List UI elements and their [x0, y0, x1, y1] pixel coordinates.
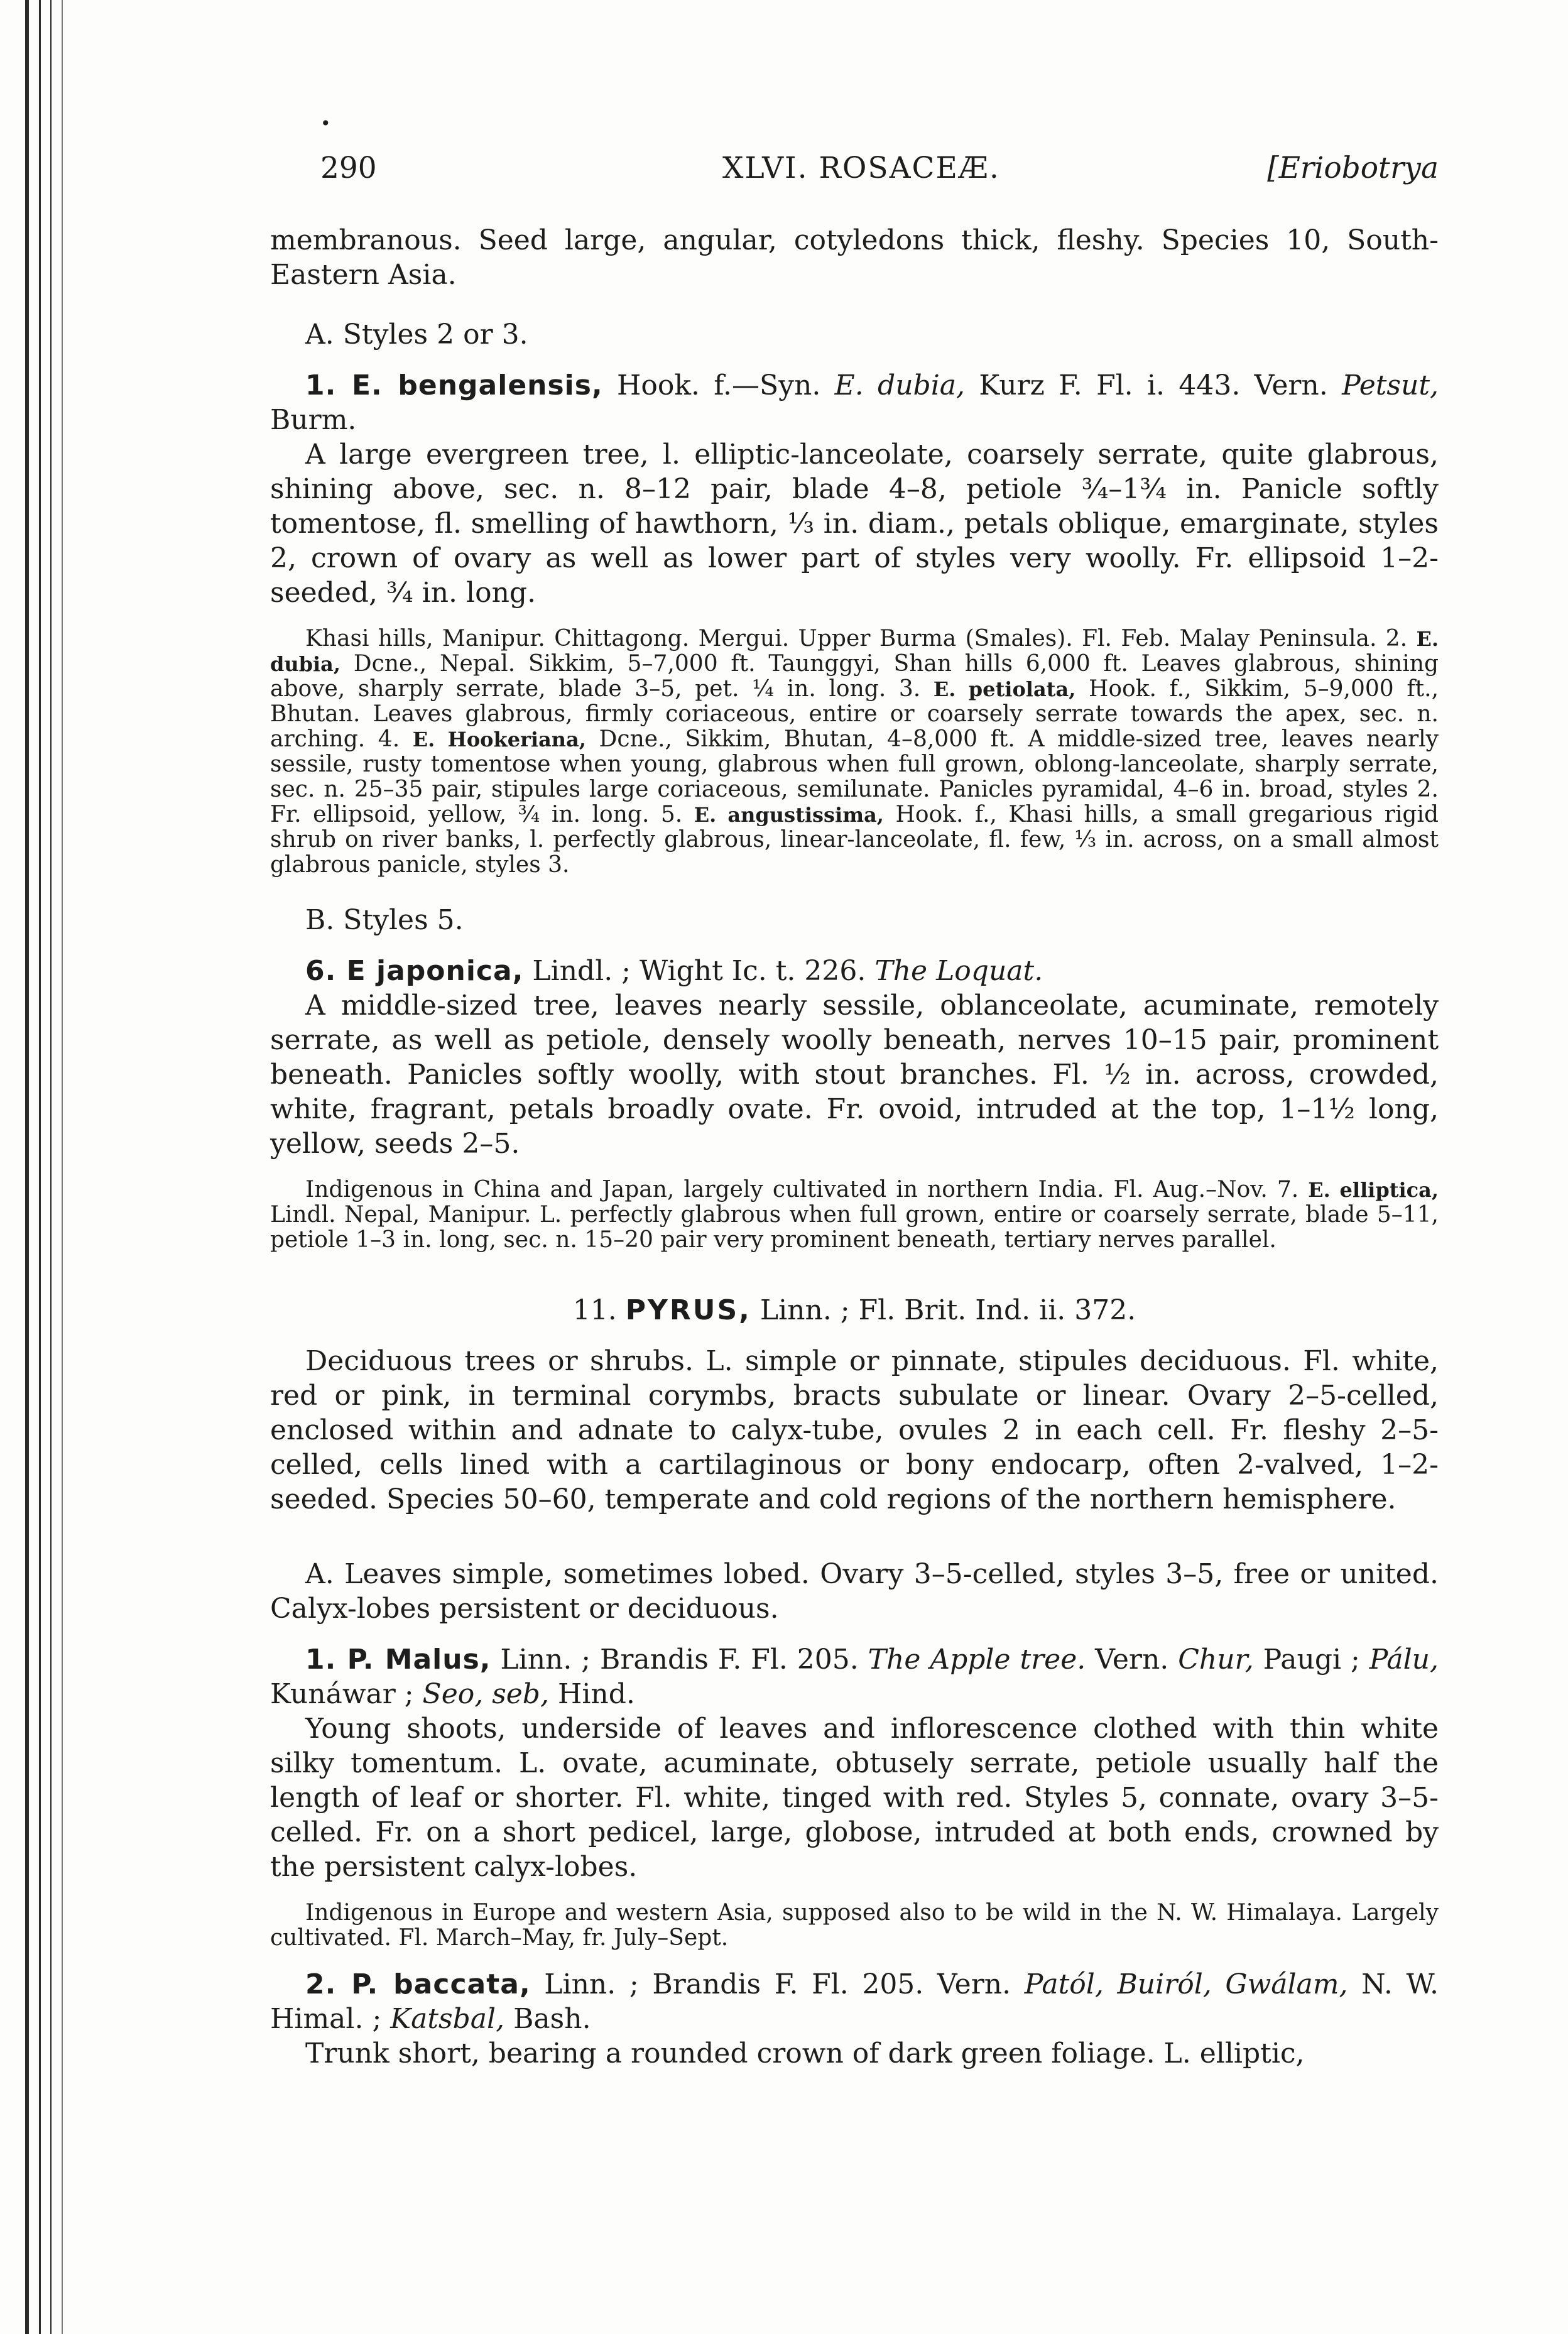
species-description: A large evergreen tree, l. elliptic-lanceolate, coarsely serrate, quite glabrous, shining above, sec. n. 8–12 pair, blade 4–8, petiole ¾–1¾ in. Panicle softly tomentose, fl. smelling of hawthorn, ⅓ in. diam., petals oblique, emarginate, styles 2, crown of ovary as well as lower part of styles very woolly. Fr. ellipsoid 1–2-seeded, ¾ in. long.: [270, 439, 1439, 609]
note-text: Lindl. Nepal, Manipur. L. perfectly glabrous when full grown, entire or coarsely serrate, blade 5–11, petiole 1–3 in. long, sec. n. 15–20 pair very prominent beneath, tertiary nerves parallel.: [270, 1202, 1439, 1253]
genus-description: Deciduous trees or shrubs. L. simple or pinnate, stipules deciduous. Fl. white, red or pink, in terminal corymbs, bracts subulate or linear. Ovary 2–5-celled, enclosed within and adnate to calyx-tube, ovules 2 in each cell. Fr. fleshy 2–5-celled, cells lined with a cartilaginous or bony endocarp, often 2-valved, 1–2-seeded. Species 50–60, temperate and cold regions of the northern hemisphere.: [270, 1345, 1439, 1515]
authority: Hook. f.—Syn.: [602, 369, 835, 401]
genus-heading-pyrus: [270, 1293, 1439, 1328]
ink-mark: •: [320, 113, 331, 134]
species-heading-baccata: [270, 1967, 1439, 2036]
page-number: 290: [320, 151, 377, 185]
common-name: The Loquat.: [874, 955, 1043, 987]
genus-reference: Linn. ; Fl. Brit. Ind. ii. 372.: [751, 1294, 1136, 1326]
scan-edge-line: [50, 0, 52, 2334]
species-name: 2. P. baccata,: [305, 1968, 531, 2000]
family-heading: XLVI. ROSACEÆ.: [722, 151, 1000, 185]
vernacular-label: Vern.: [1086, 1644, 1179, 1676]
vernacular-name: Chur,: [1178, 1644, 1254, 1676]
note-text: Indigenous in China and Japan, largely cultivated in northern India. Fl. Aug.–Nov. 7.: [305, 1177, 1309, 1202]
species-note: [270, 626, 1439, 878]
genus-name: PYRUS,: [625, 1294, 751, 1326]
species-description: A middle-sized tree, leaves nearly sessile, oblanceolate, acuminate, remotely serrate, as well as petiole, densely woolly beneath, nerves 10–15 pair, prominent beneath. Panicles softly woolly, with stout branches. Fl. ½ in. across, crowded, white, fragrant, petals broadly ovate. Fr. ovoid, intruded at the top, 1–1½ long, yellow, seeds 2–5.: [270, 990, 1439, 1160]
authority: Lindl. ; Wight Ic. t. 226.: [523, 955, 875, 987]
species-heading-malus: [270, 1642, 1439, 1711]
species-name: 1. E. bengalensis,: [305, 369, 603, 401]
scan-edge-line: [62, 0, 63, 2334]
species-name: 6. E japonica,: [305, 955, 524, 987]
species-heading-bengalensis: [270, 368, 1439, 437]
running-header: [270, 94, 1439, 185]
note-text: Hook. f., Khasi hills, a small gregarious rigid shrub on river banks, l. perfectly glabrous, linear-lanceolate, fl. few, ⅓ in. across, on a small almost glabrous panicle, styles 3.: [270, 802, 1439, 878]
scan-edge-line: [25, 0, 29, 2334]
language: Burm.: [270, 404, 357, 436]
language: Hind.: [548, 1678, 635, 1710]
authority: Linn. ; Brandis F. Fl. 205. Vern.: [530, 1968, 1025, 2000]
species-name: E. angustissima,: [694, 803, 884, 827]
note-text: Dcne., Sikkim, Bhutan, 4–8,000 ft. A middle-sized tree, leaves nearly sessile, rusty tomentose when young, glabrous when full grown, oblong-lanceolate, sharply serrate, sec. n. 25–35 pair, stipules large coriaceous, semilunate. Panicles pyramidal, 4–6 in. broad, styles 2. Fr. ellipsoid, yellow, ¾ in. long. 5.: [270, 726, 1439, 827]
region: Bash.: [504, 2003, 591, 2035]
species-description: Young shoots, underside of leaves and inflorescence clothed with thin white silky tomentum. L. ovate, acuminate, obtusely serrate, petiole usually half the length of leaf or shorter. Fl. white, tinged with red. Styles 5, connate, ovary 3–5-celled. Fr. on a short pedicel, large, globose, intruded at both ends, crowned by the persistent calyx-lobes.: [270, 1713, 1439, 1883]
species-name: E. dubia,: [270, 627, 1439, 676]
synonym: E. dubia,: [834, 369, 966, 401]
species-name: 1. P. Malus,: [305, 1644, 491, 1676]
common-name: The Apple tree.: [868, 1644, 1086, 1676]
species-heading-japonica: [270, 954, 1439, 988]
authority: Linn. ; Brandis F. Fl. 205.: [491, 1644, 868, 1676]
book-page: [270, 94, 1439, 2306]
section-heading-b: B. Styles 5.: [305, 904, 464, 936]
language: Paugi ;: [1253, 1644, 1369, 1676]
page-body: [270, 223, 1439, 2071]
reference: Kurz F. Fl. i. 443. Vern.: [965, 369, 1342, 401]
region: N. W. Himal. ;: [270, 1968, 1439, 2035]
section-heading-pyrus-a: A. Leaves simple, sometimes lobed. Ovary 3–5-celled, styles 3–5, free or united. Calyx-lobes persistent or deciduous.: [270, 1558, 1439, 1625]
species-note: Indigenous in Europe and western Asia, supposed also to be wild in the N. W. Himalaya. Largely cultivated. Fl. March–May, fr. July–Sept.: [270, 1900, 1439, 1951]
language: Kunáwar ;: [270, 1678, 423, 1710]
scan-edge-line: [39, 0, 41, 2334]
vernacular-name: Petsut,: [1342, 369, 1439, 401]
species-name: E. petiolata,: [933, 677, 1076, 701]
species-name: E. Hookeriana,: [412, 728, 586, 751]
vernacular-name: Katsbal,: [390, 2003, 505, 2035]
species-description: Trunk short, bearing a rounded crown of dark green foliage. L. elliptic,: [305, 2037, 1305, 2070]
running-genus: [Eriobotrya: [1267, 151, 1439, 185]
vernacular-name: Seo, seb,: [422, 1678, 549, 1710]
species-note: [270, 1177, 1439, 1253]
genus-number: 11.: [572, 1294, 626, 1326]
note-text: Khasi hills, Manipur. Chittagong. Mergui. Upper Burma (Smales). Fl. Feb. Malay Peninsula. 2.: [305, 626, 1417, 652]
species-name: E. elliptica,: [1308, 1178, 1439, 1202]
vernacular-name: Pálu,: [1369, 1644, 1439, 1676]
section-heading-a: A. Styles 2 or 3.: [305, 319, 528, 351]
vernacular-name: Patól, Buiról, Gwálam,: [1024, 1968, 1348, 2000]
note-text: Dcne., Nepal. Sikkim, 5–7,000 ft. Taunggyi, Shan hills 6,000 ft. Leaves glabrous, shining above, sharply serrate, blade 3–5, pet. ¼ in. long. 3.: [270, 651, 1439, 702]
note-text: Hook. f., Sikkim, 5–9,000 ft., Bhutan. Leaves glabrous, firmly coriaceous, entire or coarsely serrate towards the apex, sec. n. arching. 4.: [270, 676, 1439, 752]
paragraph-continuation: membranous. Seed large, angular, cotyledons thick, fleshy. Species 10, South-Eastern Asia.: [270, 224, 1439, 291]
